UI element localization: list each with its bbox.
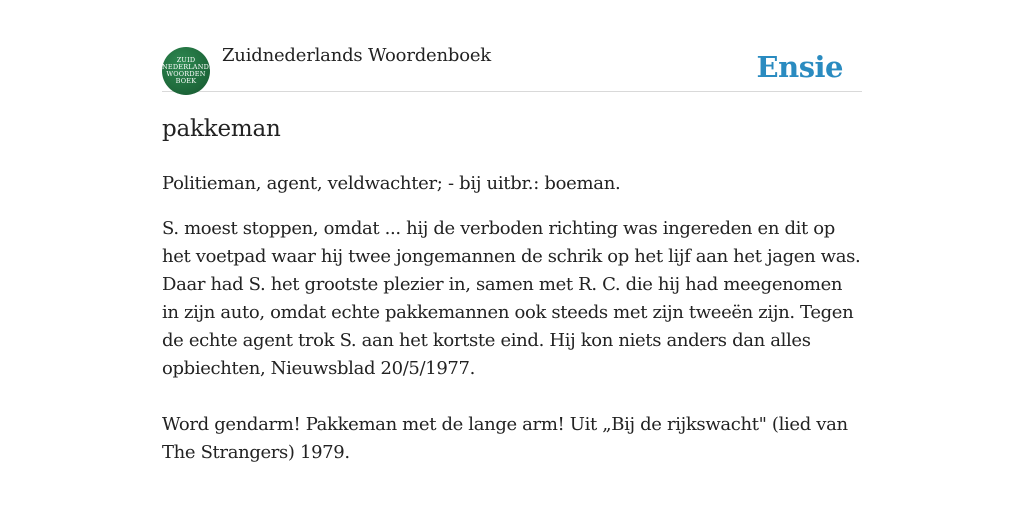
ensie-brand-link[interactable]: Ensie	[756, 50, 843, 84]
example-quote: Word gendarm! Pakkeman met de lange arm! Uit „Bij de rijkswacht" (lied van The Strangers) 1979.	[162, 414, 848, 463]
entry-definition: Politieman, agent, veldwachter; - bij uitbr.: boeman.	[162, 173, 621, 194]
dictionary-logo[interactable]	[162, 47, 214, 95]
example-quote: S. moest stoppen, omdat ... hij de verboden richting was ingereden en dit op het voetpad waar hij twee jongemannen de schrik op het lijf aan het jagen was. Daar had S. het grootste plezier in, samen met R. C. die hij had meegenomen in zijn auto, omdat echte pakkemannen ook steeds met zijn tweeën zijn. Tegen de echte agent trok S. aan het kortste eind. Hij kon niets anders dan alles opbiechten, Nieuwsblad 20/5/1977.	[162, 218, 861, 379]
logo-line: BOEK	[175, 77, 197, 85]
entry-card	[162, 44, 862, 463]
logo-line: WOORDEN	[166, 70, 206, 78]
logo-line: ZUID	[176, 56, 196, 64]
header	[162, 44, 862, 92]
dictionary-name[interactable]: Zuidnederlands Woordenboek	[222, 45, 492, 66]
entry-title: pakkeman	[162, 116, 281, 142]
logo-line: NEDERLANDS	[162, 63, 214, 71]
